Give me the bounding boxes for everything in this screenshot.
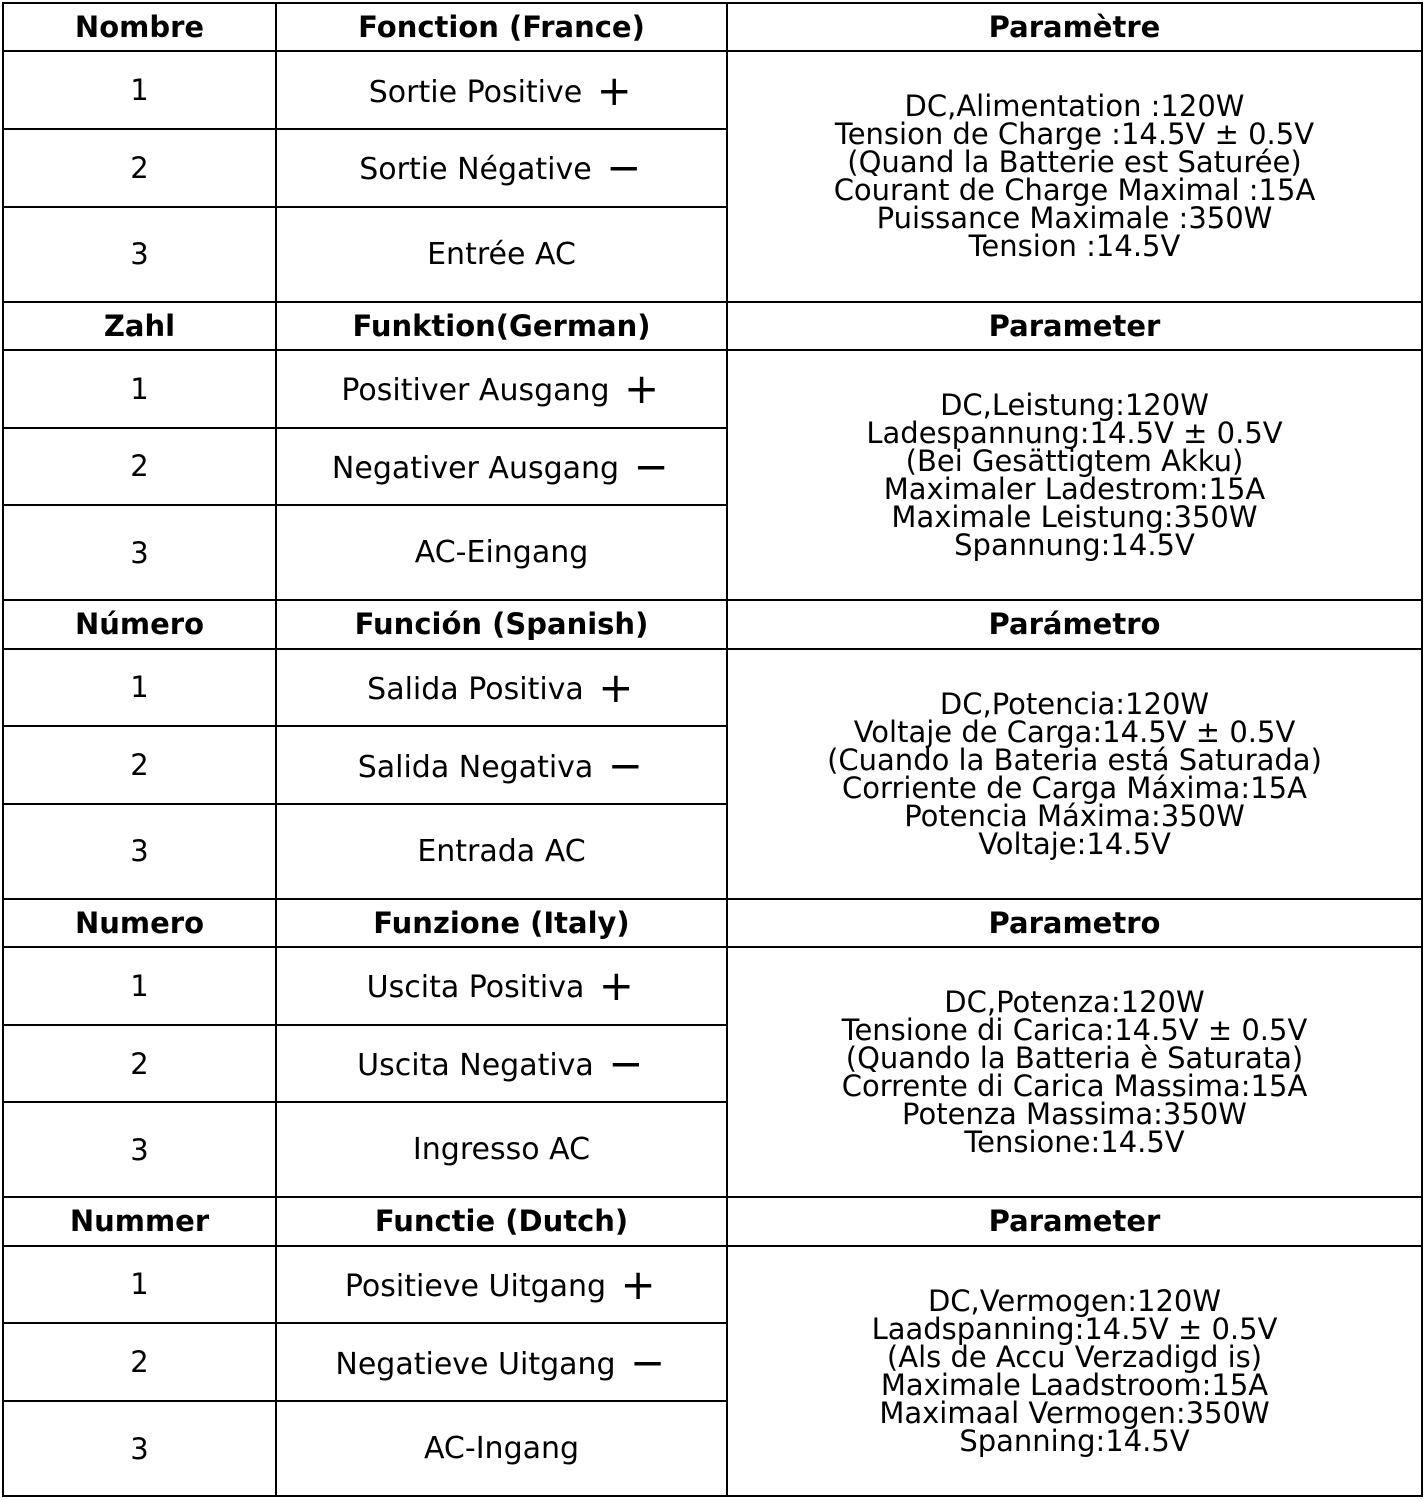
param-charge-voltage: Voltaje de Carga:14.5V ± 0.5V	[853, 714, 1296, 749]
header-parameter: Paramètre	[727, 3, 1422, 51]
param-max-power: Maximaal Vermogen:350W	[879, 1395, 1270, 1430]
function-label: Positieve Uitgang	[344, 1268, 607, 1304]
row-function	[276, 804, 727, 899]
function-label: Negativer Ausgang	[331, 450, 620, 486]
row-function	[276, 51, 727, 129]
row-function	[276, 1025, 727, 1103]
section-header-row	[3, 600, 1422, 648]
header-function: Función (Spanish)	[276, 600, 727, 648]
header-parameter: Parameter	[727, 1197, 1422, 1245]
plus-icon: +	[623, 364, 660, 414]
plus-icon: +	[598, 961, 634, 1011]
function-label: Salida Negativa	[357, 749, 594, 785]
row-function	[276, 649, 727, 727]
table-row	[3, 1246, 1422, 1324]
header-number: Numero	[3, 899, 276, 947]
function-label: Ingresso AC	[412, 1132, 591, 1168]
param-max-current: Corrente di Carica Massima:15A	[841, 1069, 1308, 1104]
row-function	[276, 726, 727, 804]
header-number: Nombre	[3, 3, 276, 51]
param-voltage: Spannung:14.5V	[954, 528, 1195, 563]
param-condition: (Cuando la Bateria está Saturada)	[827, 742, 1322, 777]
row-number: 2	[3, 129, 276, 207]
function-label: Uscita Positiva	[366, 970, 585, 1006]
minus-icon: −	[633, 441, 669, 491]
plus-icon: +	[620, 1259, 656, 1309]
function-label: Positiver Ausgang	[341, 373, 610, 409]
parameter-cell	[727, 947, 1422, 1197]
param-voltage: Voltaje:14.5V	[978, 826, 1171, 861]
function-label: Sortie Négative	[359, 152, 592, 188]
row-function	[276, 129, 727, 207]
param-power: DC,Vermogen:120W	[927, 1283, 1222, 1318]
header-function: Fonction (France)	[276, 3, 727, 51]
row-number: 3	[3, 505, 276, 600]
row-function	[276, 207, 727, 302]
minus-icon: −	[629, 1337, 666, 1387]
param-charge-voltage: Tensione di Carica:14.5V ± 0.5V	[841, 1013, 1308, 1048]
header-function: Funktion(German)	[276, 302, 727, 350]
section-header-row	[3, 1197, 1422, 1245]
minus-icon: −	[606, 143, 642, 193]
section-header-row	[3, 899, 1422, 947]
header-parameter: Parametro	[727, 899, 1422, 947]
function-label: Entrée AC	[427, 236, 576, 272]
row-function	[276, 1102, 727, 1197]
row-number: 2	[3, 1323, 276, 1401]
function-label: Entrada AC	[417, 833, 586, 869]
row-number: 2	[3, 428, 276, 506]
function-label: Sortie Positive	[368, 74, 583, 110]
param-condition: (Als de Accu Verzadigd is)	[886, 1339, 1263, 1374]
function-label: AC-Ingang	[423, 1431, 580, 1466]
param-power: DC,Alimentation :120W	[904, 89, 1245, 124]
row-function	[276, 350, 727, 428]
minus-icon: −	[608, 1039, 644, 1089]
table-row	[3, 649, 1422, 727]
param-max-power: Potenza Massima:350W	[902, 1097, 1247, 1132]
function-label: Negatieve Uitgang	[335, 1346, 616, 1382]
param-condition: (Bei Gesättigtem Akku)	[905, 444, 1244, 479]
param-power: DC,Leistung:120W	[940, 388, 1209, 423]
param-condition: (Quando la Batteria è Saturata)	[845, 1041, 1304, 1076]
param-charge-voltage: Laadspanning:14.5V ± 0.5V	[871, 1311, 1278, 1346]
param-max-power: Maximale Leistung:350W	[891, 500, 1258, 535]
parameter-cell	[727, 1246, 1422, 1496]
row-function	[276, 1323, 727, 1401]
row-number: 1	[3, 947, 276, 1025]
header-number: Zahl	[3, 302, 276, 350]
row-number: 3	[3, 1102, 276, 1197]
row-function	[276, 428, 727, 506]
param-max-current: Corriente de Carga Máxima:15A	[842, 770, 1307, 805]
row-number: 1	[3, 51, 276, 129]
header-number: Nummer	[3, 1197, 276, 1245]
table-row	[3, 51, 1422, 129]
param-voltage: Tension :14.5V	[968, 229, 1181, 264]
parameter-cell	[727, 51, 1422, 301]
header-function: Functie (Dutch)	[276, 1197, 727, 1245]
header-number: Número	[3, 600, 276, 648]
param-max-current: Maximale Laadstroom:15A	[880, 1367, 1269, 1402]
row-function	[276, 1401, 727, 1496]
row-number: 2	[3, 726, 276, 804]
row-number: 3	[3, 207, 276, 302]
param-charge-voltage: Ladespannung:14.5V ± 0.5V	[866, 416, 1283, 451]
table-row	[3, 350, 1422, 428]
function-label: Uscita Negativa	[357, 1048, 594, 1084]
function-label: AC-Eingang	[414, 535, 589, 571]
header-parameter: Parámetro	[727, 600, 1422, 648]
row-number: 1	[3, 350, 276, 428]
row-number: 1	[3, 1246, 276, 1324]
row-number: 3	[3, 804, 276, 899]
spec-table	[2, 2, 1423, 1497]
param-max-current: Courant de Charge Maximal :15A	[833, 173, 1316, 208]
header-parameter: Parameter	[727, 302, 1422, 350]
param-voltage: Spanning:14.5V	[959, 1423, 1190, 1458]
param-condition: (Quand la Batterie est Saturée)	[847, 145, 1302, 180]
param-power: DC,Potenza:120W	[944, 985, 1205, 1020]
param-max-power: Potencia Máxima:350W	[904, 798, 1245, 833]
row-number: 1	[3, 649, 276, 727]
row-number: 2	[3, 1025, 276, 1103]
section-header-row	[3, 302, 1422, 350]
param-voltage: Tensione:14.5V	[964, 1125, 1185, 1160]
param-charge-voltage: Tension de Charge :14.5V ± 0.5V	[834, 117, 1315, 152]
plus-icon: +	[596, 65, 632, 115]
parameter-cell	[727, 649, 1422, 899]
parameter-cell	[727, 350, 1422, 600]
minus-icon: −	[607, 740, 643, 790]
param-max-current: Maximaler Ladestrom:15A	[883, 472, 1266, 507]
param-max-power: Puissance Maximale :350W	[876, 201, 1273, 236]
function-label: Salida Positiva	[367, 671, 584, 707]
row-function	[276, 505, 727, 600]
plus-icon: +	[598, 662, 634, 712]
param-power: DC,Potencia:120W	[939, 686, 1210, 721]
row-function	[276, 1246, 727, 1324]
row-function	[276, 947, 727, 1025]
section-header-row	[3, 3, 1422, 51]
row-number: 3	[3, 1401, 276, 1496]
header-function: Funzione (Italy)	[276, 899, 727, 947]
table-row	[3, 947, 1422, 1025]
